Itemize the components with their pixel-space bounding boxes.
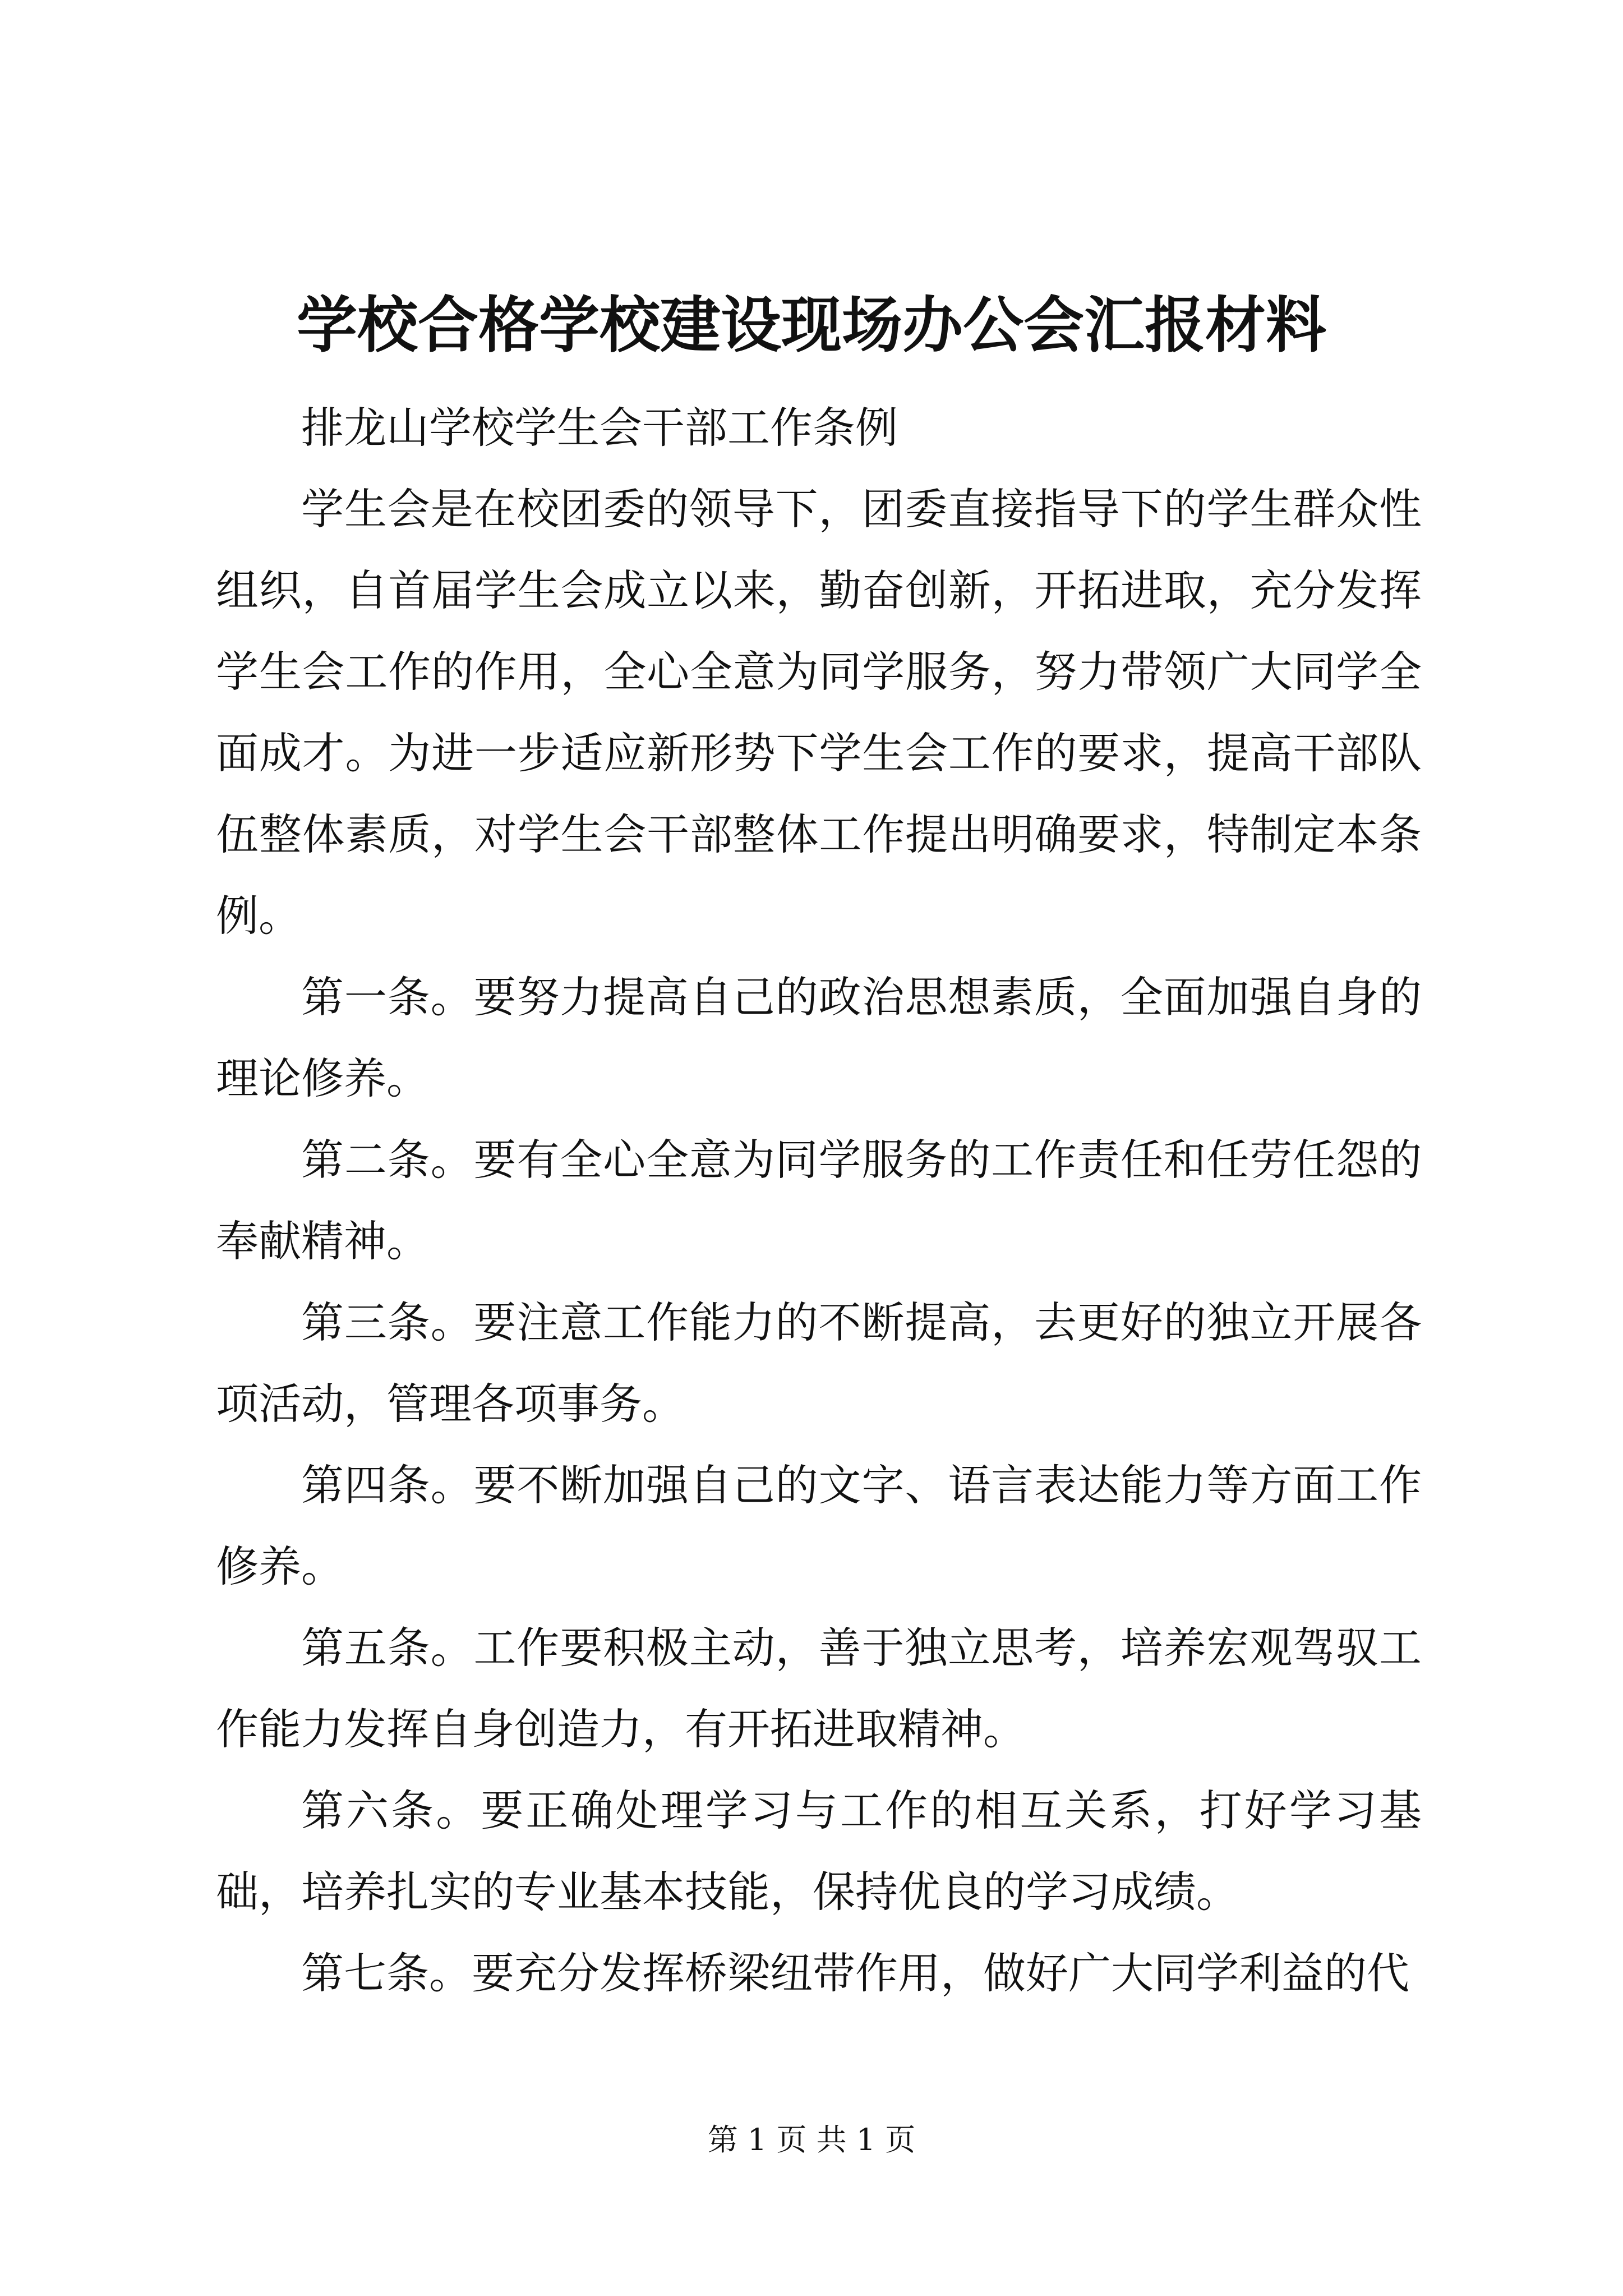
- article-4-paragraph: 第四条。要不断加强自己的文字、语言表达能力等方面工作修养。: [216, 1460, 1422, 1591]
- article-5-paragraph: 第五条。工作要积极主动，善于独立思考，培养宏观驾驭工作能力发挥自身创造力，有开拓进取精神。: [216, 1623, 1422, 1754]
- article-1-paragraph: 第一条。要努力提高自己的政治思想素质，全面加强自身的理论修养。: [216, 972, 1422, 1103]
- article-2-paragraph: 第二条。要有全心全意为同学服务的工作责任和任劳任怨的奉献精神。: [216, 1135, 1422, 1266]
- intro-paragraph: 学生会是在校团委的领导下，团委直接指导下的学生群众性组织，自首届学生会成立以来，勤奋创新，开拓进取，充分发挥学生会工作的作用，全心全意为同学服务，努力带领广大同学全面成才。为进一步适应新形势下学生会工作的要求，提高干部队伍整体素质，对学生会干部整体工作提出明确要求，特制定本条例。: [216, 484, 1422, 941]
- article-3-paragraph: 第三条。要注意工作能力的不断提高，去更好的独立开展各项活动，管理各项事务。: [216, 1297, 1422, 1429]
- document-title: 学校合格学校建设现场办公会汇报材料: [296, 290, 1326, 361]
- page-number-footer: 第 1 页 共 1 页: [707, 2122, 916, 2157]
- article-7-paragraph: 第七条。要充分发挥桥梁纽带作用，做好广大同学利益的代: [301, 1948, 1409, 1998]
- subtitle-paragraph: 排龙山学校学生会干部工作条例: [301, 403, 898, 453]
- document-body: [216, 387, 1422, 2014]
- article-6-paragraph: 第六条。要正确处理学习与工作的相互关系，打好学习基础，培养扎实的专业基本技能，保持优良的学习成绩。: [216, 1786, 1422, 1917]
